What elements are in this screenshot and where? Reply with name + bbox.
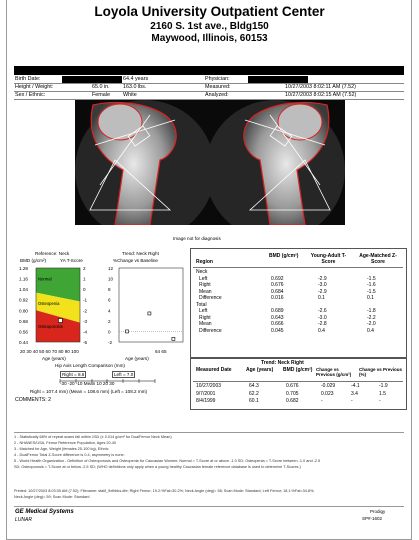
results-cell: Mean — [199, 288, 212, 295]
results-cell: 0.045 — [271, 327, 284, 334]
trend-header-change-pct: Change vs Previous (%) — [359, 367, 403, 377]
trend-ytick-label: 4 — [108, 308, 111, 314]
results-cell: Mean — [199, 321, 212, 327]
trend-cell: -1.9 — [379, 383, 388, 389]
normal-label: Normal — [38, 276, 52, 282]
ref-chart-ylabel: BMD (g/cm²) — [20, 258, 47, 263]
ref-tscore-label: 1 — [83, 276, 86, 282]
trend-cell: 0.023 — [321, 390, 334, 397]
hip-axis-scale-labels: -30 -20 -10 Mean 10 20 30 — [60, 381, 115, 386]
trend-cell: 9/7/2001 — [196, 390, 216, 397]
redacted-name-bar — [14, 66, 404, 75]
results-cell: Difference — [199, 295, 222, 301]
results-cell: Left — [199, 308, 208, 314]
hip-axis-right: Right = 8.6 — [62, 372, 85, 377]
trend-header-bmd: BMD (g/cm²) — [283, 367, 313, 373]
trend-data-point — [172, 337, 175, 340]
footer-serial: SP#-1602 — [362, 516, 383, 521]
results-cell: 0.4 — [318, 327, 325, 334]
ref-ytick-label: 1.28 — [19, 266, 28, 271]
ref-chart-xlabel: Age (years) — [42, 356, 66, 361]
trend-cell: - — [379, 398, 381, 404]
analyzed-value: 10/27/2003 8:02:15 AM (7.52) — [285, 92, 357, 98]
trend-cell: 10/27/2003 — [196, 383, 222, 389]
ref-ytick-label: 0.44 — [19, 340, 28, 345]
femur-xray-graphic — [75, 100, 345, 225]
ref-ytick-label: 0.56 — [19, 329, 28, 335]
results-cell: -2.0 — [367, 321, 376, 327]
trend-cell: 0.682 — [286, 398, 299, 404]
trend-ytick-label: 8 — [108, 287, 111, 293]
footer-product: LUNAR — [15, 517, 32, 523]
physician-label: Physician: — [205, 76, 230, 82]
footnote-5: 5 - World Health Organization - Definition of Osteoporosis and Osteopenia for Caucasian Women: Normal = T-Score at or above -1.0 SD; Osteopenia = T-Score between -1.0 and -2.5 — [14, 459, 321, 463]
printed-line-2: Neck Angle (deg)= 59; Scan Mode: Standard — [14, 495, 90, 499]
trend-cell: 3.4 — [351, 390, 358, 397]
results-section-name: Neck — [196, 269, 208, 275]
hip-axis-title: Hip Axis Length Comparison (mm) — [55, 363, 125, 368]
trend-table — [190, 358, 407, 410]
dual-femur-scan-image — [75, 100, 345, 225]
results-cell: -2.9 — [318, 275, 327, 282]
ref-tscore-label: -2 — [83, 308, 88, 314]
sex-ethnic-label: Sex / Ethnic: — [15, 92, 46, 98]
results-header-zscore: Age-Matched Z-Score — [359, 253, 397, 265]
ref-chart-title: Reference: Neck — [35, 251, 70, 256]
trend-cell: 62.2 — [249, 390, 259, 397]
results-cell: -2.9 — [318, 288, 327, 295]
results-cell: 0.684 — [271, 288, 284, 295]
clinic-address: 2160 S. 1st ave., Bldg150 — [150, 21, 269, 32]
ref-ytick-label: 0.92 — [19, 297, 28, 303]
ref-tscore-label: 2 — [83, 266, 86, 271]
trend-chart — [107, 264, 187, 349]
results-cell: Right — [199, 282, 211, 288]
trend-chart-ylabel: %Change vs Baseline — [113, 258, 158, 263]
results-section-name: Total — [196, 301, 207, 308]
trend-ytick-label: 2 — [108, 318, 111, 324]
trend-data-point — [148, 312, 151, 315]
results-cell: -1.6 — [367, 282, 376, 288]
ref-tscore-label: -4 — [83, 329, 88, 335]
trend-ytick-label: 0 — [108, 329, 111, 335]
footnote-2: 2 - NHANES/USA, Femur Reference Population, Ages 20-40 — [14, 441, 117, 445]
trend-cell: 8/4/1999 — [196, 398, 216, 404]
results-cell: Left — [199, 275, 208, 282]
results-cell: 0.689 — [271, 308, 284, 314]
results-cell: -3.0 — [318, 282, 327, 288]
ethnic-value: White — [123, 92, 137, 98]
results-cell: 0.643 — [271, 314, 284, 321]
trend-header-change-g: Change vs Previous (g/cm²) — [316, 367, 352, 377]
ref-data-point — [58, 319, 62, 323]
results-cell: -1.5 — [367, 275, 376, 282]
results-cell: 0.1 — [318, 295, 325, 301]
trend-chart-xticks: 64 65 — [155, 349, 167, 354]
trend-cell: - — [351, 398, 353, 404]
trend-ytick-label: 6 — [108, 297, 111, 303]
results-cell: 0.676 — [271, 282, 284, 288]
scan-caption: Image not for diagnosis — [173, 236, 221, 241]
footnote-5-cont: SD; Osteoporosis = T-Score at or below -2.5 SD; (WHO definitions only apply when a young healthy Caucasian female reference database is used to determine T-Scores.) — [14, 465, 301, 469]
trend-ytick-label: -2 — [108, 340, 113, 345]
ref-chart-ylabel-right: YA T-Score — [60, 258, 83, 263]
ref-ytick-label: 1.04 — [19, 287, 28, 293]
footnote-1: 1 - Statistically 68% of repeat scans fall within 1SD (± 0.014 g/cm² for DualFemur Neck Mean) — [14, 435, 172, 439]
ref-tscore-label: 0 — [83, 287, 86, 293]
trend-cell: - — [321, 398, 323, 404]
trend-cell: -4.1 — [351, 383, 360, 389]
results-header-tscore: Young-Adult T-Score — [310, 253, 347, 265]
clinic-city: Maywood, Illinois, 60153 — [151, 33, 268, 44]
results-cell: -2.6 — [318, 308, 327, 314]
trend-header-date: Measured Date — [196, 367, 232, 373]
ref-ytick-label: 0.80 — [19, 308, 28, 314]
measured-label: Measured: — [205, 84, 231, 90]
footnote-3: 3 - Matched for Age, Weight (females 25-100 kg), Ethnic — [14, 447, 109, 451]
ref-ytick-label: 0.68 — [19, 318, 28, 324]
trend-cell: 60.1 — [249, 398, 259, 404]
results-cell: Right — [199, 314, 211, 321]
hip-axis-footer: Right = 107.4 mm) (Mean = 108.6 mm) (Left = 108.2 mm) — [30, 389, 148, 394]
trend-table-title: Trend: Neck Right — [261, 360, 304, 366]
footer-separator — [14, 506, 404, 507]
results-cell: -3.0 — [318, 314, 327, 321]
osteoporosis-label: Osteoporosis — [38, 323, 63, 329]
trend-cell: 0.705 — [286, 390, 299, 397]
birth-date-value: 64.4 years — [123, 76, 149, 82]
osteopenia-label: Osteopenia — [38, 301, 60, 306]
ref-tscore-label: -3 — [83, 318, 88, 324]
printed-line-1: Printed: 10/27/2003 8:03:39 AM (7.52); Filename: stalif_9xfhbks.dfe; Right Femur; 19.2:%Fat=30.2%; Neck Angle (deg)= 58; Scan Mode: Standard; Left Femur; 18.1:%Fat=34.8%; — [14, 489, 315, 493]
results-cell: 0.666 — [271, 321, 284, 327]
birth-date-label: Birth Date: — [15, 76, 41, 82]
results-cell: -1.5 — [367, 288, 376, 295]
results-cell: -1.8 — [367, 308, 376, 314]
results-cell: 0.016 — [271, 295, 284, 301]
results-cell: -2.8 — [318, 321, 327, 327]
trend-data-point — [126, 330, 129, 333]
trend-cell: -0.029 — [321, 383, 336, 389]
ref-tscore-label: -1 — [83, 297, 88, 303]
ref-ytick-label: 1.16 — [19, 276, 28, 282]
trend-ytick-label: 10 — [108, 276, 114, 282]
results-cell: 0.692 — [271, 275, 284, 282]
results-cell: Difference — [199, 327, 222, 334]
trend-cell: 1.5 — [379, 390, 386, 397]
analyzed-label: Analyzed: — [205, 92, 229, 98]
footer-company: GE Medical Systems — [15, 509, 74, 515]
trend-ytick-label: 12 — [108, 266, 114, 271]
footnote-separator — [14, 432, 404, 433]
trend-chart-xlabel: Age (years) — [125, 356, 149, 361]
footnote-4: 4 - DualFemur Total Z-Score difference is 0.4, asymmetry is none. — [14, 453, 125, 457]
results-cell: 0.4 — [367, 327, 374, 334]
weight-value: 163.0 lbs. — [123, 84, 147, 90]
results-cell: -2.2 — [367, 314, 376, 321]
height-value: 65.0 in. — [92, 84, 110, 90]
height-weight-label: Height / Weight: — [15, 84, 54, 90]
hip-axis-left: Left = 7.0 — [114, 372, 134, 377]
footer-model: Prodigy — [370, 509, 386, 514]
comments: COMMENTS: 2 — [15, 397, 52, 403]
ref-tscore-label: -5 — [83, 340, 88, 345]
trend-cell: 0.676 — [286, 383, 299, 389]
sex-value: Female — [92, 92, 110, 98]
reference-chart — [18, 264, 103, 349]
clinic-title: Loyola University Outpatient Center — [94, 4, 325, 19]
measured-value: 10/27/2003 8:02:11 AM (7.52) — [285, 84, 356, 90]
results-table — [190, 248, 407, 358]
trend-header-age: Age (years) — [246, 367, 274, 373]
trend-chart-title: Trend: Neck Right — [122, 251, 159, 256]
results-header-bmd: BMD (g/cm²) — [269, 253, 299, 259]
results-cell: 0.1 — [367, 295, 374, 301]
trend-cell: 64.3 — [249, 383, 259, 389]
results-header-region: Region — [196, 259, 213, 265]
ref-chart-xticks: 20 30 40 50 60 70 80 90 100 — [20, 349, 79, 354]
